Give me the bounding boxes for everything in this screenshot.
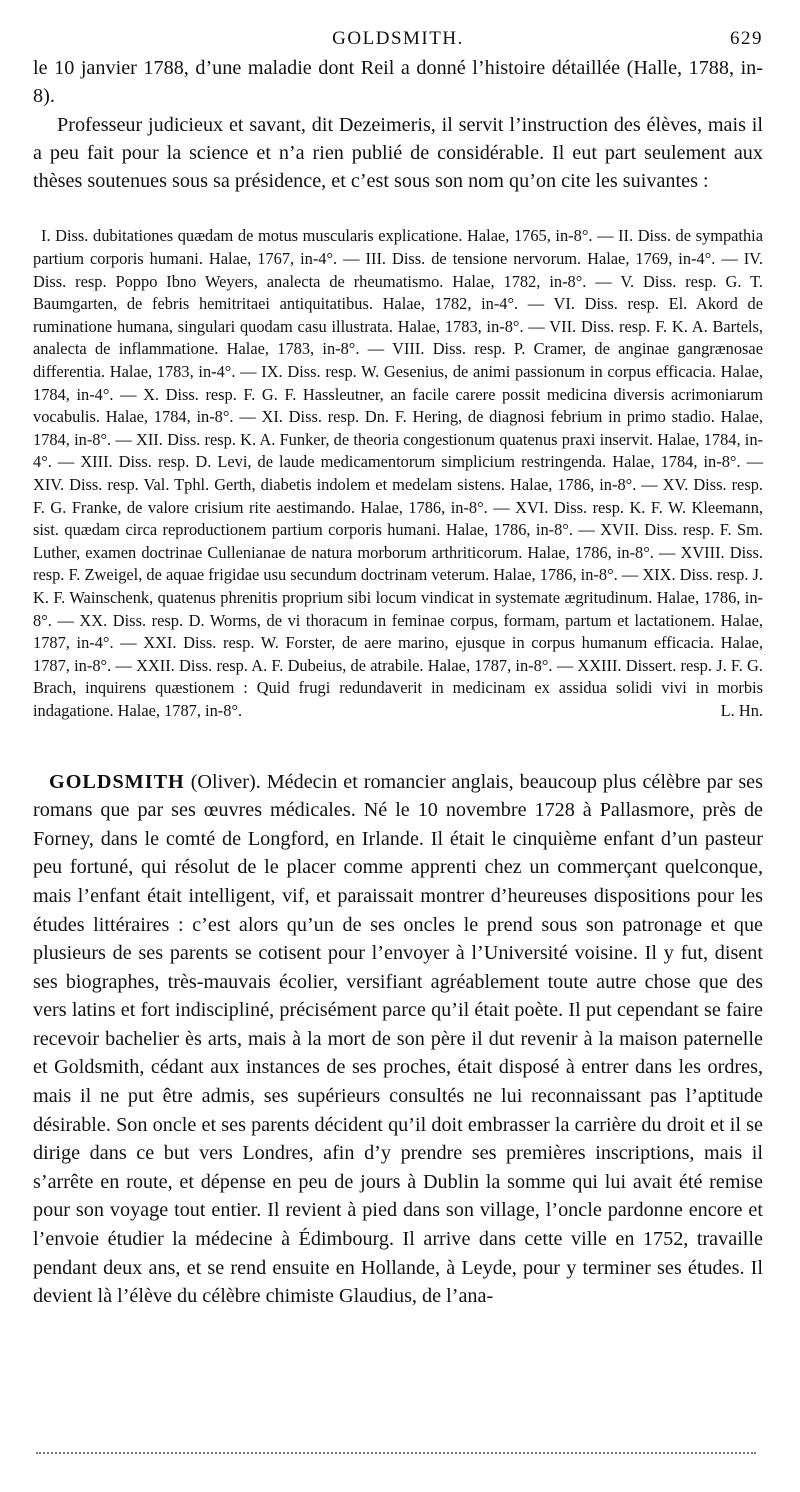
running-title: GOLDSMITH. xyxy=(332,28,464,49)
article-forename: (Oliver). xyxy=(190,770,261,793)
article-goldsmith-oliver xyxy=(33,768,763,1311)
article-headword: GOLDSMITH xyxy=(49,770,185,793)
bibliography-block xyxy=(33,225,763,722)
document-page xyxy=(33,28,763,1331)
page-number: 629 xyxy=(730,28,763,49)
intro-paragraph-2: Professeur judicieux et savant, dit Dezeimeris, il servit l’instruction des élèves, mais il a peu fait pour la science et n’a rien publié de considérable. Il eut part seulement aux thèses soutenues sous sa présidence, et c’est sous son nom qu’on cite les suivantes : xyxy=(33,113,763,193)
author-signature: L. Hn. xyxy=(720,700,763,720)
footer-dotted-rule xyxy=(36,1452,756,1454)
intro-paragraph-1: le 10 janvier 1788, d’une maladie dont Reil a donné l’histoire détaillée (Halle, 1788, in-8). xyxy=(33,57,763,108)
article-body: Médecin et romancier anglais, beaucoup plus célèbre par ses romans que par ses œuvres médicales. Né le 10 novembre 1728 à Pallasmore, près de Forney, dans le comté de Longford, en Irlande. Il était le cinquième enfant d’un pasteur peu fortuné, qui résolut de le placer comme apprenti chez un commerçant quelconque, mais l’enfant était intelligent, vif, et paraissait montrer d’heureuses dispositions pour les études littéraires : c’est alors qu’un de ses oncles le prend sous son patronage et que plusieurs de ses parents se cotisent pour l’envoyer à l’Université voisine. Il y fut, disent ses biographes, très-mauvais écolier, versifiant agréablement toute autre chose que des vers latins et fort indiscipliné, précisément parce qu’il était poète. Il put cependant se faire recevoir bachelier ès arts, mais à la mort de son père il dut revenir à la maison paternelle et Goldsmith, cédant aux instances de ses proches, était disposé à entrer dans les ordres, mais il ne put être admis, ses supérieurs consultés ne lui reconnaissant pas l’aptitude désirable. Son oncle et ses parents décident qu’il doit embrasser la carrière du droit et il se dirige dans ce but vers Londres, afin d’y prendre ses premières inscriptions, mais il s’arrête en route, et dépense en peu de jours à Dublin la somme qui lui avait été remise pour son voyage tout entier. Il revient à pied dans son village, l’oncle pardonne encore et l’envoie étudier la médecine à Édimbourg. Il arrive dans cette ville en 1752, travaille pendant deux ans, et se rend ensuite en Hollande, à Leyde, pour y terminer ses études. Il devient là l’élève du célèbre chimiste Glaudius, de l’ana- xyxy=(33,770,764,1308)
running-header xyxy=(33,28,763,54)
bibliography-text: I. Diss. dubitationes quædam de motus muscularis explicatione. Halae, 1765, in-8°. — II. Diss. de sympathia partium corporis humani. Halae, 1767, in-4°. — III. Diss. de tensione nervorum. Halae, 1769, in-4°. — IV. Diss. resp. Poppo Ibno Weyers, analecta de rheumatismo. Halae, 1782, in-8°. — V. Diss. resp. G. T. Baumgarten, de febris hemitritaei antiquitatibus. Halae, 1782, in-4°. — VI. Diss. resp. El. Akord de ruminatione humana, singulari quodam casu illustrata. Halae, 1783, in-8°. — VII. Diss. resp. F. K. A. Bartels, analecta de inflammatione. Halae, 1783, in-8°. — VIII. Diss. resp. P. Cramer, de anginae gangrænosae differentia. Halae, 1783, in-4°. — IX. Diss. resp. W. Gesenius, de animi passionum in corpus efficacia. Halae, 1784, in-4°. — X. Diss. resp. F. G. F. Hassleutner, an facile carere possit medicina diversis acrimoniarum vocabulis. Halae, 1784, in-8°. — XI. Diss. resp. Dn. F. Hering, de diagnosi febrium in primo stadio. Halae, 1784, in-8°. — XII. Diss. resp. K. A. Funker, de theoria congestionum quatenus praxi inservit. Halae, 1784, in-4°. — XIII. Diss. resp. D. Levi, de laude medicamentorum simplicium restringenda. Halae, 1784, in-8°. — XIV. Diss. resp. Val. Tphl. Gerth, diabetis indolem et medelam sistens. Halae, 1786, in-8°. — XV. Diss. resp. F. G. Franke, de valore crisium rite aestimando. Halae, 1786, in-8°. — XVI. Diss. resp. K. F. W. Kleemann, sist. quædam circa reproductionem partium corporis humani. Halae, 1786, in-8°. — XVII. Diss. resp. F. Sm. Luther, examen doctrinae Cullenianae de natura morborum arthriticorum. Halae, 1786, in-8°. — XVIII. Diss. resp. F. Zweigel, de aquae frigidae usu secundum doctrinam veterum. Halae, 1786, in-8°. — XIX. Diss. resp. J. K. F. Wainschenk, quatenus phrenitis proprium sibi locum vindicat in systemate ægritudinum. Halae, 1786, in-8°. — XX. Diss. resp. D. Worms, de vi thoracum in feminae corpus, formam, partum et lactationem. Halae, 1787, in-4°. — XXI. Diss. resp. W. Forster, de aere marino, ejusque in corpus humanum efficacia. Halae, 1787, in-8°. — XXII. Diss. resp. A. F. Dubeius, de atrabile. Halae, 1787, in-8°. — XXIII. Dissert. resp. J. F. G. Brach, inquirens quæstionem : Quid frugi redundaverit in medicinam ex assidua solidi vivi in morbis indagatione. Halae, 1787, in-8°. xyxy=(33,226,763,720)
